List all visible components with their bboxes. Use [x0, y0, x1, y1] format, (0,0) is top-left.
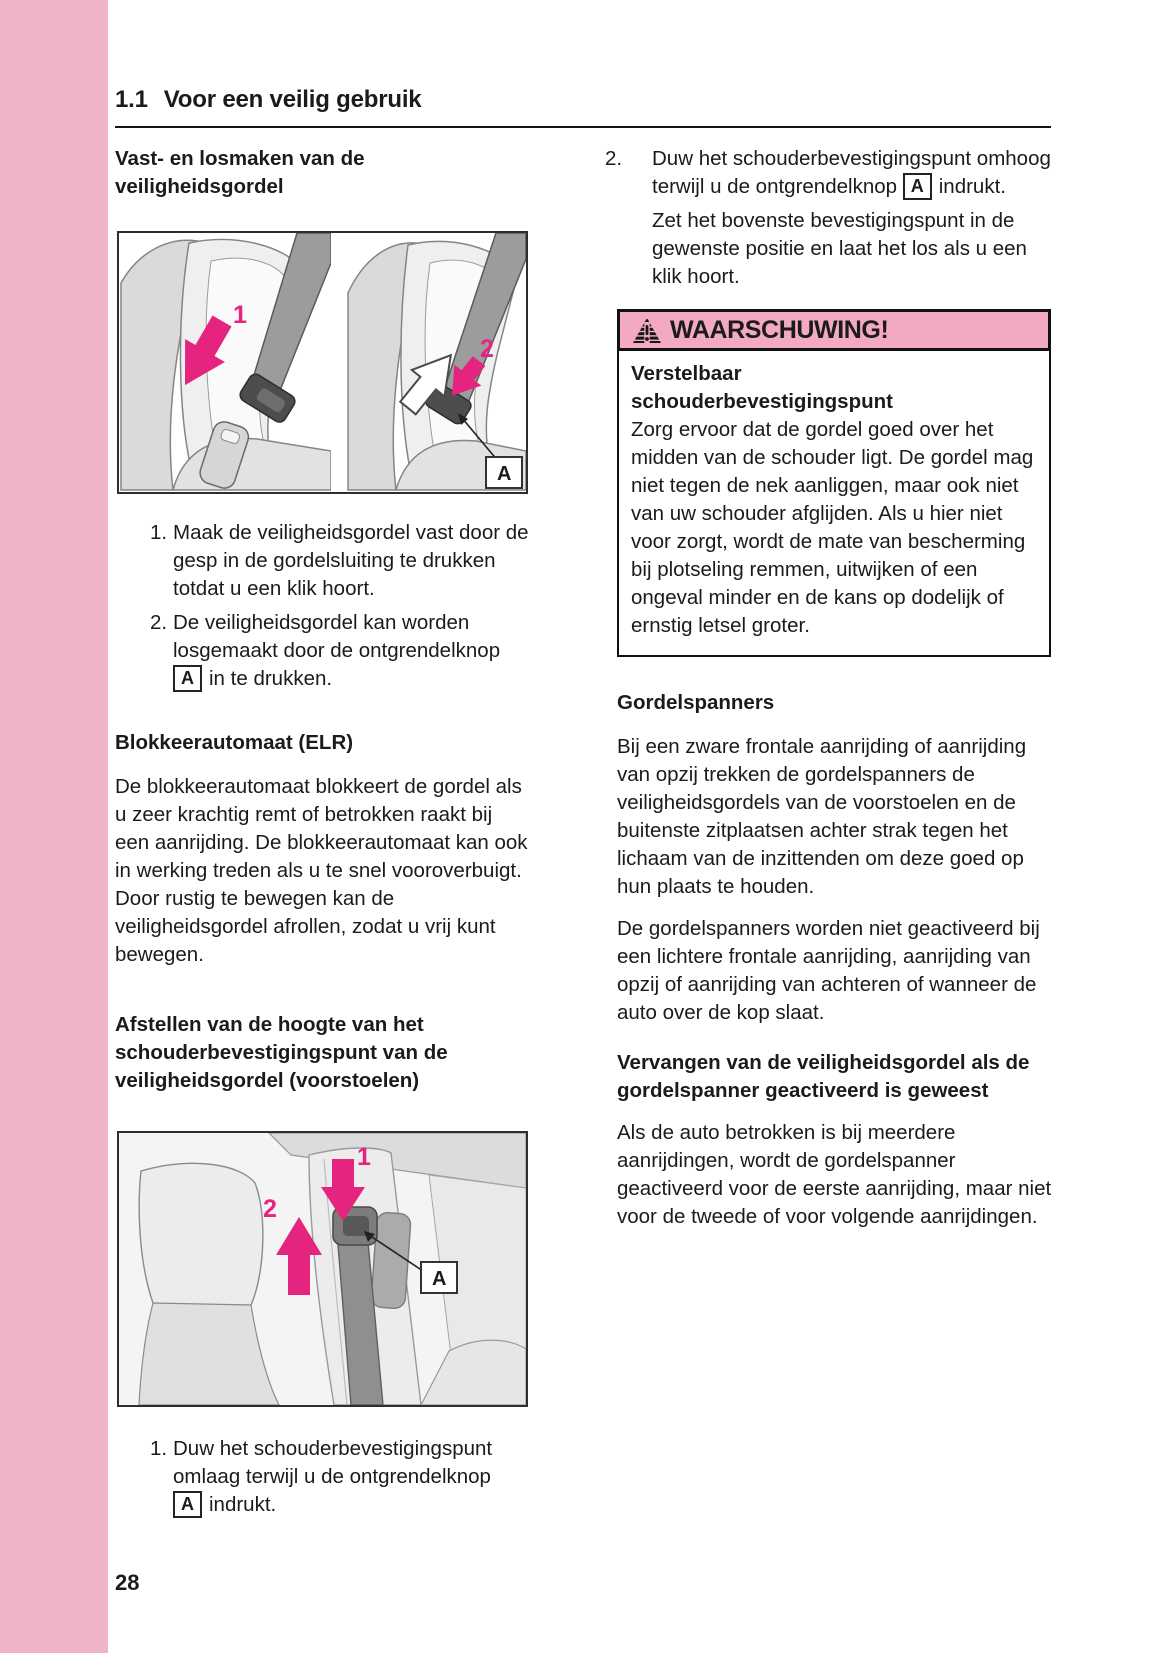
- page-number: 28: [115, 1570, 140, 1595]
- step-text: [652, 145, 1052, 291]
- paragraph-gordelspanners-1: Bij een zware frontale aanrijding of aanrijding van opzij trekken de gordelspanners de veiligheidsgordels van de voorstoelen en de buitenste zitplaatsen achter strak tegen het lichaam van de inzittenden om deze goed op hun plaats te houden.: [617, 735, 1027, 898]
- right-column: [605, 145, 1052, 1231]
- heading-vervangen: Vervangen van de veiligheidsgordel als de gordelspanner geactiveerd is geweest: [617, 1051, 1030, 1102]
- warning-subheading: Verstelbaar schouderbevestigingspunt: [631, 362, 893, 413]
- inline-callout-a-box: A: [173, 1491, 202, 1518]
- step-marker: 1.: [150, 521, 168, 544]
- step-extra-paragraph: Zet het bovenste bevestigingspunt in de gewenste positie en laat het los als u een klik hoort.: [652, 209, 1027, 288]
- step-text-after: indrukt.: [938, 175, 1006, 198]
- fig2-callout-a: A: [432, 1268, 447, 1290]
- fig1-step2-label: 2: [480, 335, 494, 363]
- inline-callout-a-box: A: [173, 665, 202, 692]
- step-text-after: indrukt.: [209, 1493, 277, 1516]
- fig2-step1-label: 1: [357, 1143, 371, 1171]
- warning-box: [617, 309, 1051, 657]
- fig1-step1-label: 1: [233, 301, 247, 329]
- list-item: [150, 519, 529, 603]
- step-marker: 2.: [150, 611, 168, 634]
- list-item: [605, 145, 1052, 291]
- fig2-step2-label: 2: [263, 1195, 277, 1223]
- step-text-before: Duw het schouderbevestigingspunt omlaag terwijl u de ontgrendelknop: [173, 1437, 493, 1488]
- heading-vast-en-losmaken: Vast- en losmaken van de veiligheidsgordel: [115, 147, 365, 198]
- heading-blokkeerautomaat: Blokkeerautomaat (ELR): [115, 731, 354, 754]
- chapter-header: [115, 86, 1051, 128]
- paragraph-vervangen: Als de auto betrokken is bij meerdere aanrijdingen, wordt de gordelspanner geactiveerd voor de eerste aanrijding, maar niet voor de tweede of voor volgende aanrijdingen.: [617, 1121, 1052, 1228]
- heading-gordelspanners: Gordelspanners: [617, 691, 775, 714]
- chapter-number: 1.1: [115, 86, 148, 113]
- fig1-panel-fasten: [121, 233, 331, 491]
- fig1-callout-a: A: [497, 463, 512, 485]
- warning-title: WAARSCHUWING!: [670, 316, 889, 344]
- list-item: [150, 609, 529, 693]
- paragraph-blokkeerautomaat: De blokkeerautomaat blokkeert de gordel als u zeer krachtig remt of betrokken raakt bij een aanrijding. De blokkeerautomaat kan ook in werking treden als u te snel vooroverbuigt. Door rustig te bewegen kan de veiligheidsgordel afrollen, zodat u vrij kunt bewegen.: [115, 775, 528, 966]
- warning-body: [617, 351, 1051, 657]
- step-marker: 1.: [150, 1437, 168, 1460]
- step-text-before: De veiligheidsgordel kan worden losgemaakt door de ontgrendelknop: [173, 611, 501, 662]
- warning-header: [617, 309, 1051, 351]
- step-text: Maak de veiligheidsgordel vast door de gesp in de gordelsluiting te drukken totdat u een klik hoort.: [173, 521, 529, 600]
- warning-text: Zorg ervoor dat de gordel goed over het midden van de schouder ligt. De gordel mag niet tegen de nek aanliggen, maar ook niet van uw schouder afglijden. Als u hier niet voor zorgt, wordt de mate van bescherming bij plotseling remmen, uitwijken of een ongeval minder en de kans op dodelijk of ernstig letsel groter.: [631, 418, 1034, 637]
- figure-seatbelt-fasten-release: [117, 231, 528, 494]
- step-text: [173, 1435, 529, 1519]
- paragraph-gordelspanners-2: De gordelspanners worden niet geactiveerd bij een lichtere frontale aanrijding, aanrijding van opzij of aanrijding van achteren of wanneer de auto over de kop slaat.: [617, 917, 1040, 1024]
- step-text: [173, 609, 529, 693]
- inline-callout-a-box: A: [903, 173, 932, 200]
- heading-afstellen-hoogte: Afstellen van de hoogte van het schouderbevestigingspunt van de veiligheidsgordel (voorstoelen): [115, 1013, 448, 1092]
- step-text-after: in te drukken.: [209, 667, 333, 690]
- step-text-before: Duw het schouderbevestigingspunt omhoog terwijl u de ontgrendelknop: [652, 147, 1051, 198]
- headrest: [139, 1163, 263, 1316]
- shoulder-anchor-illustration: [119, 1133, 526, 1405]
- seatbelt-buckle-illustration: [119, 233, 526, 492]
- left-column: [115, 145, 529, 1519]
- figure-shoulder-anchor-adjust: [117, 1131, 528, 1407]
- warning-icon: [632, 317, 662, 344]
- fasten-release-steps: [115, 519, 529, 693]
- list-item: [150, 1435, 529, 1519]
- fig1-panel-release: [348, 233, 526, 490]
- chapter-title: Voor een veilig gebruik: [163, 86, 422, 113]
- step-marker: 2.: [605, 147, 623, 170]
- pink-margin-band: [0, 0, 108, 1653]
- panel-divider: [331, 233, 346, 492]
